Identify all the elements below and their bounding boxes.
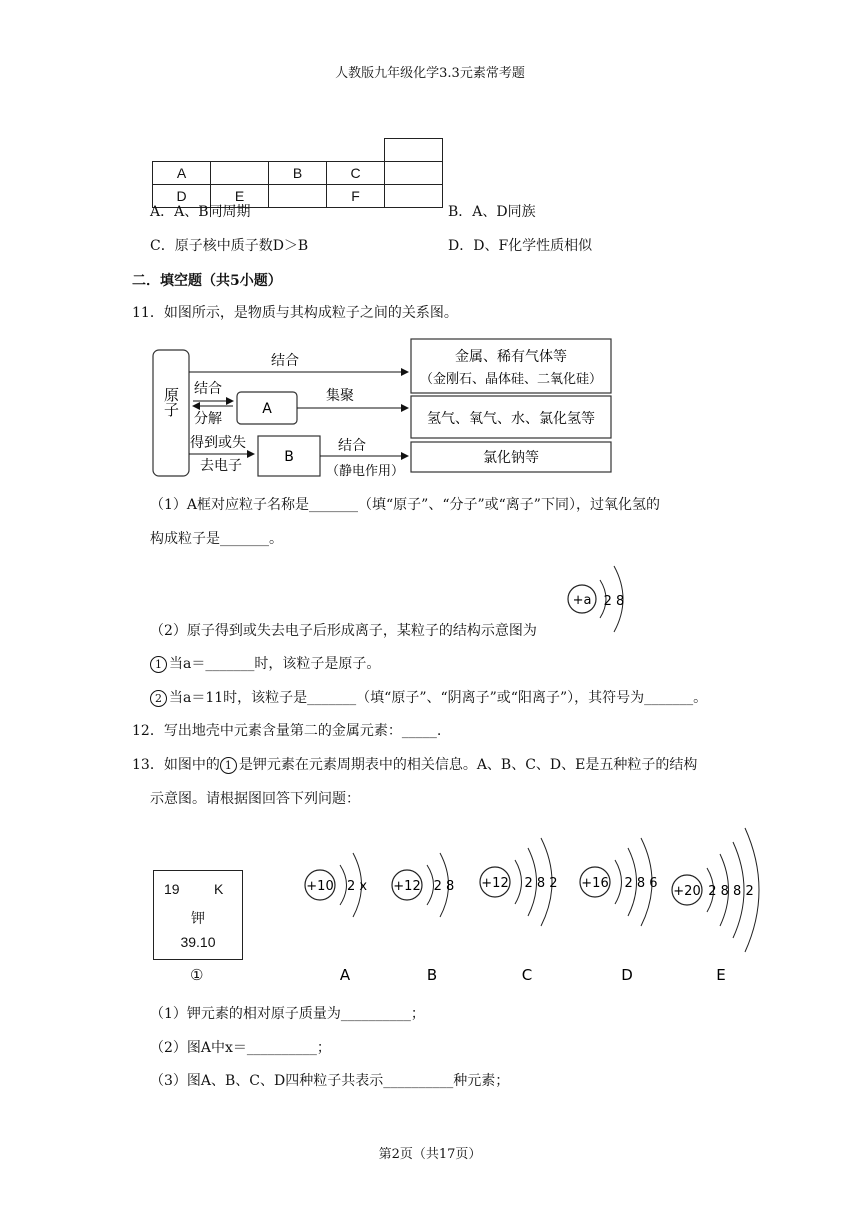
particle-a <box>305 853 367 984</box>
particle-b-label: B <box>426 966 438 984</box>
result-1-line-2: （金刚石、晶体硅、二氧化硅） <box>419 372 603 387</box>
particle-d-label: D <box>621 966 633 984</box>
card-label: ① <box>190 966 204 984</box>
atom-label-1: 原子 <box>162 387 180 417</box>
element-symbol: K <box>214 881 224 897</box>
combine-label: 结合 <box>271 353 299 369</box>
page-header: 人教版九年级化学3.3元素常考题 <box>335 66 525 81</box>
table-cell: B <box>269 162 327 185</box>
table-cell: D <box>153 185 211 208</box>
table-cell <box>269 139 327 162</box>
result-3-label: 氯化钠等 <box>483 450 539 466</box>
shell-electrons: 2 8 <box>603 594 625 609</box>
particle-structure-diagrams <box>290 820 770 990</box>
particle-e-shells: 2 8 8 2 <box>708 884 754 899</box>
question-13-line1 <box>132 756 697 774</box>
q11-part2-a <box>150 655 380 673</box>
table-cell <box>385 162 443 185</box>
particle-c-nucleus: +12 <box>481 876 509 891</box>
option-c: C．原子核中质子数D＞B <box>150 238 309 254</box>
atomic-number: 19 <box>164 881 180 897</box>
table-cell <box>211 139 269 162</box>
aggregate-label: 集聚 <box>326 388 354 404</box>
particle-d-shells: 2 8 6 <box>624 876 658 891</box>
particle-b <box>392 853 454 984</box>
question-13-line2: 示意图。请根据图回答下列问题： <box>150 791 360 807</box>
table-cell: A <box>153 162 211 185</box>
particle-a-label: A <box>339 966 351 984</box>
nucleus-label: +a <box>572 593 592 608</box>
electrostatic-label: （静电作用） <box>325 464 405 479</box>
particle-a-shells: 2 x <box>346 879 368 894</box>
table-cell <box>211 162 269 185</box>
q11-part2-stem: （2）原子得到或失去电子后形成离子，某粒子的结构示意图为 <box>150 623 537 639</box>
table-cell <box>327 139 385 162</box>
table-cell <box>385 185 443 208</box>
particle-b-shells: 2 8 <box>433 879 455 894</box>
ion-structure-diagram <box>560 560 640 638</box>
particle-d-nucleus: +16 <box>581 876 609 891</box>
q11-part2-a-text: 当a＝_______时，该粒子是原子。 <box>169 656 381 672</box>
q13-sub1: （1）钾元素的相对原子质量为__________； <box>150 1006 425 1022</box>
box-b-label: B <box>284 449 294 465</box>
table-cell: F <box>327 185 385 208</box>
combine-label-3: 结合 <box>338 438 366 454</box>
option-d: D．D、F化学性质相似 <box>448 238 593 254</box>
q13-sub3: （3）图A、B、C、D四种粒子共表示__________种元素； <box>150 1073 510 1089</box>
option-b: B．A、D同族 <box>448 204 536 220</box>
q13-sub2: （2）图A中x＝__________； <box>150 1040 331 1056</box>
periodic-table-fragment <box>152 138 443 208</box>
result-1-line-1: 金属、稀有气体等 <box>455 349 567 365</box>
particle-a-nucleus: +10 <box>306 879 334 894</box>
table-cell <box>153 139 211 162</box>
particle-e-label: E <box>716 966 726 984</box>
q11-part1-line2: 构成粒子是_______。 <box>150 531 283 547</box>
page-footer: 第2页（共17页） <box>378 1147 482 1162</box>
circled-number: 1 <box>220 757 237 774</box>
q11-part2-b <box>150 689 707 707</box>
table-cell <box>269 185 327 208</box>
gain-lose-label-1: 得到或失 <box>190 435 246 451</box>
atomic-mass: 39.10 <box>180 934 216 950</box>
particle-c <box>480 838 558 984</box>
q13-line1-b: 是钾元素在元素周期表中的相关信息。A、B、C、D、E是五种粒子的结构 <box>238 757 698 773</box>
q13-line1-a: 13．如图中的 <box>132 757 220 773</box>
particle-c-shells: 2 8 2 <box>524 876 558 891</box>
table-cell: C <box>327 162 385 185</box>
particle-e <box>672 828 759 984</box>
table-cell <box>385 139 443 162</box>
potassium-element-card <box>153 870 243 960</box>
q11-part1-line1: （1）A框对应粒子名称是_______（填“原子”、“分子”或“离子”下同），过氧化氢的 <box>150 497 660 513</box>
particle-c-label: C <box>521 966 533 984</box>
gain-lose-label-2: 去电子 <box>200 458 242 474</box>
q11-part2-b-text: 当a＝11时，该粒子是_______（填“原子”、“阴离子”或“阳离子”），其符号为_______。 <box>169 690 708 706</box>
table-cell: E <box>211 185 269 208</box>
question-12: 12．写出地壳中元素含量第二的金属元素：_____. <box>132 723 442 739</box>
circled-number: 1 <box>150 656 167 673</box>
option-a: A．A、B同周期 <box>150 204 251 220</box>
question-11-stem: 11．如图所示，是物质与其构成粒子之间的关系图。 <box>132 305 458 321</box>
section-title: 二．填空题（共5小题） <box>132 273 282 289</box>
particle-e-nucleus: +20 <box>673 884 701 899</box>
circled-number: 2 <box>150 690 167 707</box>
element-name: 钾 <box>191 911 205 927</box>
particle-b-nucleus: +12 <box>393 879 421 894</box>
matter-particle-diagram <box>140 330 630 490</box>
combine-label-2: 结合 <box>194 381 222 397</box>
decompose-label: 分解 <box>194 411 222 427</box>
result-2-label: 氢气、氧气、水、氯化氢等 <box>427 411 595 427</box>
box-a-label: A <box>262 401 272 417</box>
particle-d <box>580 838 658 984</box>
